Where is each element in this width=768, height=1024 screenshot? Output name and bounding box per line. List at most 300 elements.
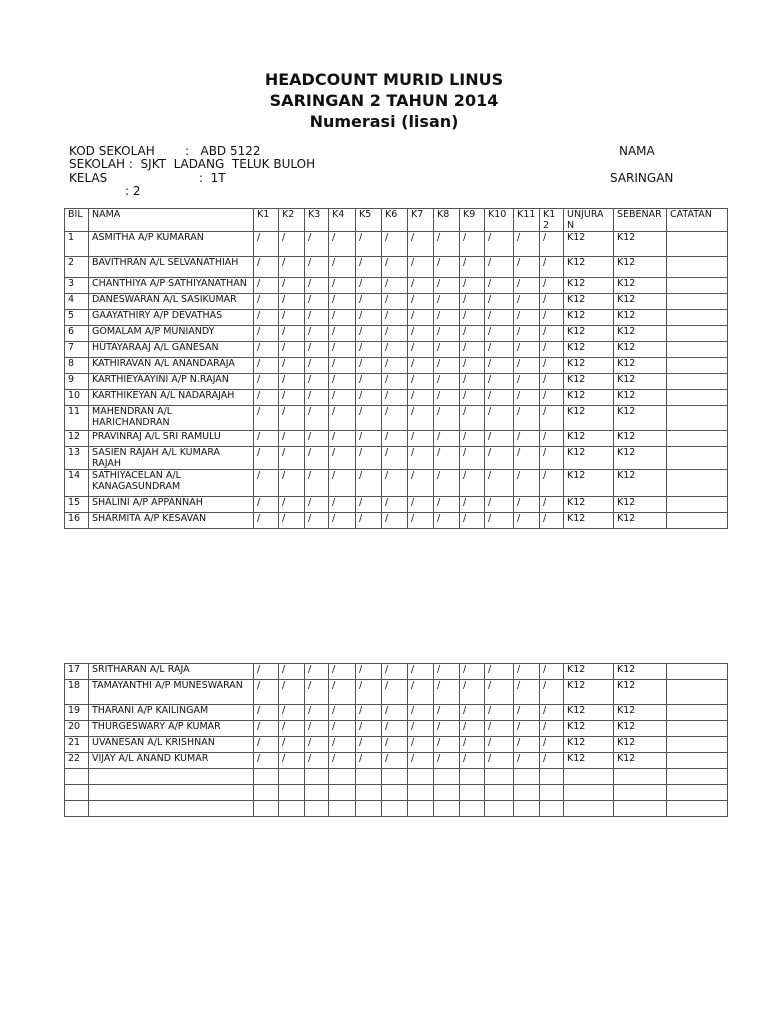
cell-k2: / [279,447,305,470]
cell-k9: / [460,447,485,470]
cell-k6: / [382,326,408,342]
cell-k10: / [485,721,514,737]
cell-k10: / [485,257,514,278]
cell-k8: / [434,342,460,358]
cell-nama: CHANTHIYA A/P SATHIYANATHAN [89,278,254,294]
cell-k12: / [540,310,564,326]
cell-sebenar: K12 [614,680,667,705]
cell-k10 [485,801,514,817]
cell-k1: / [254,310,279,326]
table-row [65,278,728,294]
cell-k12: / [540,294,564,310]
cell-k7: / [408,342,434,358]
cell-k6 [382,769,408,785]
cell-k9: / [460,342,485,358]
cell-k11: / [514,470,540,497]
cell-k3: / [305,278,329,294]
cell-unjuran: K12 [564,513,614,529]
cell-k2: / [279,310,305,326]
cell-sebenar: K12 [614,705,667,721]
cell-k12: / [540,705,564,721]
cell-k9: / [460,257,485,278]
cell-unjuran [564,801,614,817]
cell-k1: / [254,737,279,753]
cell-k7: / [408,721,434,737]
cell-k3: / [305,431,329,447]
cell-k3: / [305,513,329,529]
header-k12: K12 [540,209,564,232]
cell-sebenar: K12 [614,753,667,769]
cell-k3 [305,801,329,817]
cell-k11: / [514,310,540,326]
cell-k3: / [305,294,329,310]
cell-sebenar [614,769,667,785]
cell-k11: / [514,232,540,257]
cell-k8: / [434,390,460,406]
cell-k11: / [514,257,540,278]
table-row [65,342,728,358]
table-row [65,680,728,705]
cell-sebenar: K12 [614,497,667,513]
cell-k7 [408,801,434,817]
cell-sebenar: K12 [614,278,667,294]
cell-k8: / [434,497,460,513]
cell-k2: / [279,374,305,390]
cell-k5: / [356,431,382,447]
header-k2: K2 [279,209,305,232]
table-row [65,753,728,769]
table-row [65,769,728,785]
cell-k2: / [279,721,305,737]
cell-k7: / [408,374,434,390]
cell-catatan [667,310,728,326]
cell-k3: / [305,358,329,374]
cell-k10: / [485,374,514,390]
cell-k7 [408,769,434,785]
cell-bil: 14 [65,470,89,497]
cell-unjuran: K12 [564,257,614,278]
cell-k1 [254,785,279,801]
cell-k4: / [329,664,356,680]
table-row [65,232,728,257]
cell-unjuran: K12 [564,470,614,497]
cell-catatan [667,406,728,431]
cell-k6: / [382,737,408,753]
cell-k1: / [254,390,279,406]
cell-k1: / [254,447,279,470]
cell-catatan [667,497,728,513]
cell-k11: / [514,753,540,769]
table-row [65,470,728,497]
cell-k6: / [382,664,408,680]
cell-k11: / [514,326,540,342]
cell-k8: / [434,664,460,680]
cell-k10: / [485,278,514,294]
cell-k9: / [460,310,485,326]
cell-k1: / [254,342,279,358]
cell-k4: / [329,513,356,529]
cell-sebenar: K12 [614,374,667,390]
cell-bil [65,801,89,817]
cell-k7: / [408,406,434,431]
cell-unjuran: K12 [564,406,614,431]
cell-k5: / [356,737,382,753]
cell-unjuran: K12 [564,358,614,374]
cell-k5: / [356,232,382,257]
cell-k10: / [485,390,514,406]
table-row [65,801,728,817]
table-row [65,513,728,529]
header-k11: K11 [514,209,540,232]
header-nama: NAMA [89,209,254,232]
cell-k5 [356,769,382,785]
header-unjuran: UNJURAN [564,209,614,232]
saringan-value: : 2 [125,184,141,198]
cell-k9: / [460,753,485,769]
cell-sebenar: K12 [614,257,667,278]
cell-k1: / [254,680,279,705]
cell-k3: / [305,257,329,278]
nama-label: NAMA [619,144,655,158]
cell-k8: / [434,513,460,529]
cell-unjuran: K12 [564,278,614,294]
cell-k12: / [540,257,564,278]
cell-k6: / [382,310,408,326]
cell-nama: GOMALAM A/P MUNIANDY [89,326,254,342]
cell-k1: / [254,257,279,278]
cell-k11 [514,785,540,801]
cell-k5: / [356,278,382,294]
cell-k11: / [514,278,540,294]
cell-k7: / [408,294,434,310]
cell-nama: SHALINI A/P APPANNAH [89,497,254,513]
cell-k7: / [408,310,434,326]
cell-catatan [667,431,728,447]
cell-k1: / [254,721,279,737]
cell-sebenar [614,801,667,817]
cell-k2: / [279,753,305,769]
cell-k8: / [434,470,460,497]
cell-k6: / [382,278,408,294]
cell-k8: / [434,753,460,769]
cell-k3: / [305,737,329,753]
cell-bil: 10 [65,390,89,406]
cell-k12: / [540,326,564,342]
cell-k2 [279,769,305,785]
cell-k8: / [434,374,460,390]
cell-k7: / [408,737,434,753]
cell-k2: / [279,358,305,374]
cell-k4: / [329,753,356,769]
cell-bil [65,785,89,801]
cell-k12: / [540,664,564,680]
cell-k4: / [329,406,356,431]
cell-k5: / [356,374,382,390]
cell-unjuran: K12 [564,447,614,470]
cell-bil: 6 [65,326,89,342]
cell-k10: / [485,497,514,513]
table-row [65,785,728,801]
cell-k2: / [279,326,305,342]
cell-k9: / [460,431,485,447]
cell-k1 [254,801,279,817]
header-k8: K8 [434,209,460,232]
cell-k9: / [460,664,485,680]
cell-k5: / [356,257,382,278]
cell-k1: / [254,374,279,390]
cell-k1: / [254,470,279,497]
cell-k10: / [485,753,514,769]
cell-nama [89,801,254,817]
cell-nama: KARTHIEYAAYINI A/P N.RAJAN [89,374,254,390]
cell-k8 [434,785,460,801]
cell-k4: / [329,721,356,737]
cell-k2: / [279,513,305,529]
cell-k7: / [408,513,434,529]
cell-k2: / [279,232,305,257]
cell-catatan [667,785,728,801]
cell-k8: / [434,232,460,257]
cell-k6: / [382,447,408,470]
cell-unjuran: K12 [564,294,614,310]
cell-k7: / [408,470,434,497]
cell-catatan [667,680,728,705]
cell-catatan [667,374,728,390]
cell-k3: / [305,447,329,470]
cell-unjuran: K12 [564,680,614,705]
cell-nama: KATHIRAVAN A/L ANANDARAJA [89,358,254,374]
cell-k11: / [514,680,540,705]
cell-bil: 8 [65,358,89,374]
cell-sebenar: K12 [614,342,667,358]
cell-nama: THURGESWARY A/P KUMAR [89,721,254,737]
cell-sebenar: K12 [614,513,667,529]
cell-k12: / [540,390,564,406]
cell-sebenar: K12 [614,721,667,737]
cell-k4: / [329,358,356,374]
cell-k5: / [356,664,382,680]
cell-k5: / [356,513,382,529]
cell-nama: VIJAY A/L ANAND KUMAR [89,753,254,769]
cell-k12: / [540,232,564,257]
cell-k12: / [540,374,564,390]
header-k5: K5 [356,209,382,232]
cell-catatan [667,326,728,342]
cell-k3: / [305,310,329,326]
cell-bil: 9 [65,374,89,390]
cell-k12: / [540,447,564,470]
cell-k11: / [514,737,540,753]
cell-k7: / [408,358,434,374]
cell-k9 [460,785,485,801]
cell-k2: / [279,497,305,513]
cell-nama: PRAVINRAJ A/L SRI RAMULU [89,431,254,447]
cell-k4 [329,801,356,817]
cell-k8: / [434,406,460,431]
cell-k4 [329,769,356,785]
cell-k8: / [434,278,460,294]
cell-k1: / [254,294,279,310]
cell-k1 [254,769,279,785]
cell-sebenar: K12 [614,447,667,470]
cell-k11: / [514,447,540,470]
cell-sebenar: K12 [614,310,667,326]
cell-k7: / [408,390,434,406]
cell-catatan [667,737,728,753]
cell-k2 [279,801,305,817]
cell-k9: / [460,705,485,721]
cell-k7: / [408,326,434,342]
cell-unjuran: K12 [564,232,614,257]
cell-k2: / [279,390,305,406]
header-sebenar: SEBENAR [614,209,667,232]
cell-k1: / [254,326,279,342]
cell-k11 [514,801,540,817]
cell-k8 [434,801,460,817]
cell-k8: / [434,680,460,705]
header-k7: K7 [408,209,434,232]
cell-k2: / [279,294,305,310]
cell-k10: / [485,680,514,705]
cell-k7 [408,785,434,801]
cell-k6: / [382,257,408,278]
cell-k12: / [540,342,564,358]
cell-k1: / [254,358,279,374]
cell-k10 [485,785,514,801]
cell-k12: / [540,497,564,513]
cell-k6: / [382,232,408,257]
cell-bil: 21 [65,737,89,753]
cell-catatan [667,278,728,294]
cell-unjuran: K12 [564,374,614,390]
cell-k11: / [514,374,540,390]
headcount-table-part-2 [64,663,728,817]
cell-sebenar: K12 [614,470,667,497]
cell-k5: / [356,358,382,374]
cell-k10: / [485,737,514,753]
cell-catatan [667,513,728,529]
cell-k3 [305,785,329,801]
cell-k9: / [460,326,485,342]
cell-sebenar: K12 [614,294,667,310]
cell-bil: 3 [65,278,89,294]
cell-k9: / [460,390,485,406]
cell-bil: 22 [65,753,89,769]
kelas-label: KELAS [69,171,108,185]
cell-sebenar: K12 [614,390,667,406]
cell-k10: / [485,664,514,680]
cell-nama: MAHENDRAN A/L HARICHANDRAN [89,406,254,431]
table-row [65,257,728,278]
cell-k3: / [305,721,329,737]
cell-k10: / [485,294,514,310]
cell-k2: / [279,737,305,753]
cell-k8: / [434,447,460,470]
cell-k4: / [329,705,356,721]
cell-k4: / [329,680,356,705]
header-k3: K3 [305,209,329,232]
cell-nama: SATHIYACELAN A/L KANAGASUNDRAM [89,470,254,497]
cell-k10: / [485,431,514,447]
cell-bil: 20 [65,721,89,737]
cell-k3: / [305,753,329,769]
kod-sekolah-label: KOD SEKOLAH [69,144,155,158]
cell-bil: 17 [65,664,89,680]
cell-k5: / [356,326,382,342]
cell-k3: / [305,680,329,705]
header-k10: K10 [485,209,514,232]
cell-k5: / [356,406,382,431]
cell-k5: / [356,721,382,737]
cell-k2: / [279,705,305,721]
cell-nama: BAVITHRAN A/L SELVANATHIAH [89,257,254,278]
cell-k2: / [279,664,305,680]
cell-k9: / [460,470,485,497]
cell-k8: / [434,705,460,721]
cell-k4: / [329,431,356,447]
cell-k4: / [329,374,356,390]
cell-k5: / [356,447,382,470]
cell-k2: / [279,257,305,278]
headcount-table-part-1 [64,208,728,529]
cell-k1: / [254,431,279,447]
cell-k8: / [434,737,460,753]
cell-k2: / [279,406,305,431]
cell-k9: / [460,737,485,753]
cell-k1: / [254,497,279,513]
cell-k6: / [382,721,408,737]
cell-catatan [667,801,728,817]
cell-k9: / [460,294,485,310]
cell-k11: / [514,664,540,680]
cell-k10: / [485,470,514,497]
cell-k8: / [434,721,460,737]
cell-unjuran: K12 [564,721,614,737]
cell-k10 [485,769,514,785]
cell-k4: / [329,257,356,278]
cell-k6: / [382,753,408,769]
cell-k9: / [460,513,485,529]
header-k6: K6 [382,209,408,232]
header-k9: K9 [460,209,485,232]
cell-k4: / [329,232,356,257]
cell-k6 [382,801,408,817]
cell-nama: HUTAYARAAJ A/L GANESAN [89,342,254,358]
cell-catatan [667,257,728,278]
cell-k8: / [434,358,460,374]
cell-k4: / [329,278,356,294]
cell-k9: / [460,374,485,390]
cell-k5: / [356,342,382,358]
cell-k6: / [382,406,408,431]
cell-unjuran: K12 [564,310,614,326]
cell-unjuran: K12 [564,326,614,342]
table-row [65,326,728,342]
cell-k6: / [382,705,408,721]
cell-unjuran: K12 [564,737,614,753]
cell-k2: / [279,680,305,705]
header-k1: K1 [254,209,279,232]
cell-bil: 16 [65,513,89,529]
cell-bil: 13 [65,447,89,470]
cell-k8: / [434,294,460,310]
header-k4: K4 [329,209,356,232]
cell-k5: / [356,470,382,497]
cell-k1: / [254,664,279,680]
cell-sebenar: K12 [614,232,667,257]
cell-k12 [540,801,564,817]
cell-catatan [667,705,728,721]
